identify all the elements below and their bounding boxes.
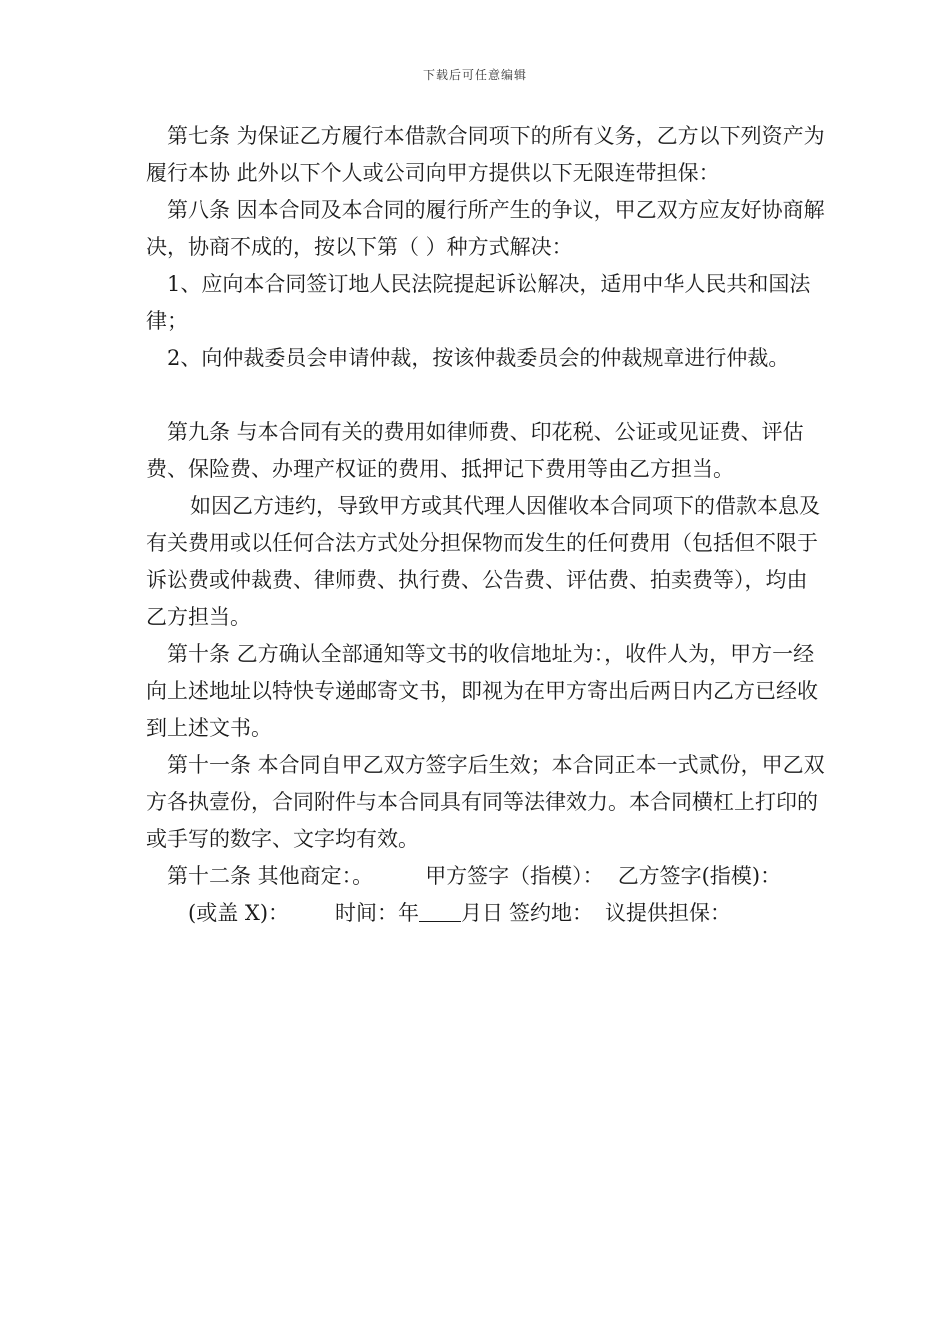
document-body [146,118,826,932]
article-8-option-1: 1、应向本合同签订地人民法院提起诉讼解决，适用中华人民共和国法律； [146,272,811,333]
seal-label: (或盖 X)： [188,901,290,925]
party-a-signature: 甲方签字（指模）： [425,864,604,888]
date-blank [419,901,461,922]
article-12: 第十二条 其他商定：。 [167,864,374,888]
signature-line-2 [146,895,826,932]
article-9-liability: 如因乙方违约，导致甲方或其代理人因催收本合同项下的借款本息及有关费用或以任何合法方式处分担保物而发生的任何费用（包括但不限于诉讼费或仲裁费、律师费、执行费、公告费、评估费、拍卖费等），均由乙方担当。 [146,494,820,629]
article-10: 第十条 乙方确认全部通知等文书的收信地址为：，收件人为，甲方一经向上述地址以特快专递邮寄文书，即视为在甲方寄出后两日内乙方已经收到上述文书。 [146,642,818,740]
article-11: 第十一条 本合同自甲乙双方签字后生效；本合同正本一式贰份，甲乙双方各执壹份，合同附件与本合同具有同等法律效力。本合同横杠上打印的或手写的数字、文字均有效。 [146,753,825,851]
article-9: 第九条 与本合同有关的费用如律师费、印花税、公证或见证费、评估费、保险费、办理产权证的费用、抵押记下费用等由乙方担当。 [146,420,804,481]
place-label: 签约地： [509,901,594,925]
article-8-option-2: 2、向仲裁委员会申请仲裁，按该仲裁委员会的仲裁规章进行仲裁。 [167,346,790,370]
page-header: 下载后可任意编辑 [422,68,527,82]
article-8: 第八条 因本合同及本合同的履行所产生的争议，甲乙双方应友好协商解决，协商不成的，按以下第（ ）种方式解决： [146,198,825,259]
party-b-signature: 乙方签字(指模)： [617,864,782,888]
month-day-label: 月日 [461,901,504,925]
signature-line-1 [146,858,826,895]
article-7: 第七条 为保证乙方履行本借款合同项下的所有义务，乙方以下列资产为履行本协 此外以下个人或公司向甲方提供以下无限连带担保： [146,124,825,185]
guarantee-label: 议提供担保： [605,901,732,925]
paragraph-gap [146,377,826,414]
time-label: 时间：年 [335,901,420,925]
